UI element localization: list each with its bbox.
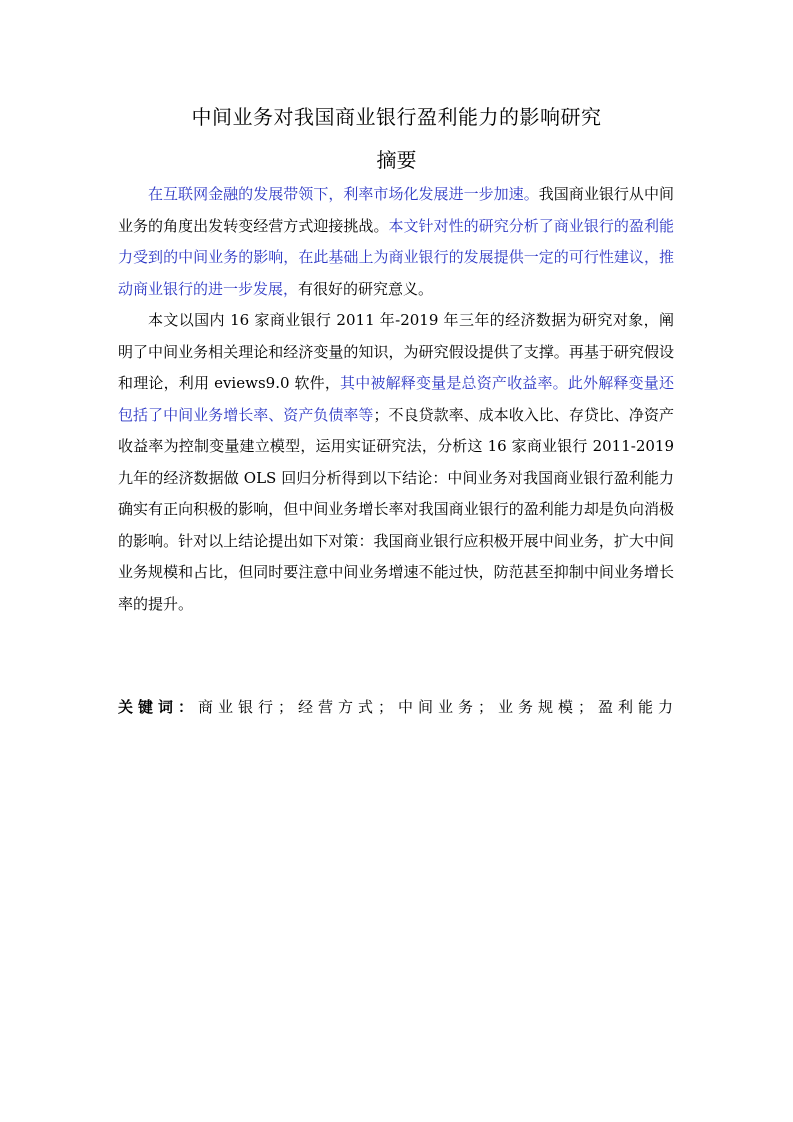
keywords-label: 关键词： [118,698,199,716]
abstract-paragraph-2 [118,305,674,620]
abstract-paragraph-1 [118,179,674,305]
paragraph-text: 有很好的研究意义。 [298,279,434,298]
abstract-heading: 摘要 [376,148,417,172]
paragraph-text: 本文以国内 16 家商业银行 2011 年-2019 年三年的经济数据为研究对象，阐明了中间业务相关理论和经济变量的知识，为研究假设提供了支撑。再基于研究假设和理论，利用 eviews9.0 软件， [118,311,674,392]
keywords-line [118,695,718,719]
paragraph-text: 我国商业银行从中间业务的角度出发转变经营方式迎接挑战。 [118,185,674,235]
document-title: 中间业务对我国商业银行盈利能力的影响研究 [191,105,602,129]
highlighted-text: 在互联网金融的发展带领下，利率市场化发展进一步加速。 [148,185,539,203]
abstract-body [118,179,674,620]
paragraph-text: ；不良贷款率、成本收入比、存贷比、净资产收益率为控制变量建立模型，运用实证研究法，分析这 16 家商业银行 2011-2019 九年的经济数据做 OLS 回归分析得到以下结论：中间业务对我国商业银行盈利能力确实有正向积极的影响，但中间业务增长率对我国商业银行的盈利能力却是负向消极的影响。针对以上结论提出如下对策：我国商业银行应积极开展中间业务，扩大中间业务规模和占比，但同时要注意中间业务增速不能过快，防范甚至抑制中间业务增长率的提升。 [118,405,674,613]
highlighted-text: 其中被解释变量是总资产收益率。此外解释变量还包括了中间业务增长率、资产负债率等 [118,374,674,424]
highlighted-text: 本文针对性的研究分析了商业银行的盈利能力受到的中间业务的影响，在此基础上为商业银行的发展提供一定的可行性建议，推动商业银行的进一步发展， [118,216,674,298]
keywords-value: 商业银行；经营方式；中间业务；业务规模；盈利能力 [198,698,679,716]
